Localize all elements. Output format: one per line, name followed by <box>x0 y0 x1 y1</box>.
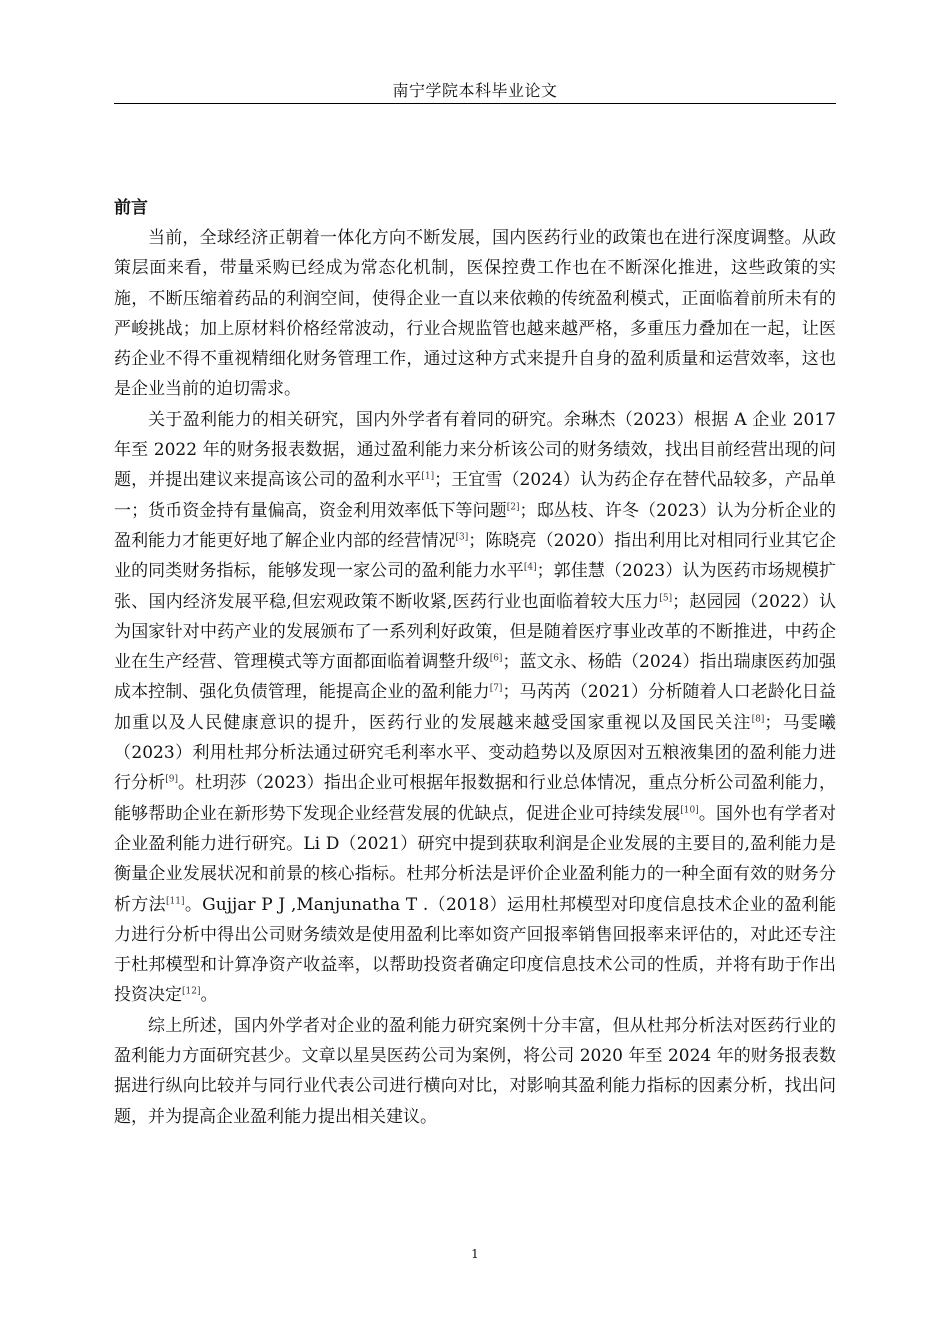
paragraph-text: ；陈晓亮（2020）指出利用比对相同行业其它企业的同类财务指标，能够发现一家公司的盈利能力水平 <box>114 530 836 582</box>
header-divider <box>114 103 836 104</box>
citation-marker: [12] <box>182 986 201 997</box>
paragraph-text: ；赵园园（2022）认为国家针对中药产业的发展颁布了一系列利好政策，但是随着医疗事业改革的不断推进，中药企业在生产经营、管理模式等方面都面临着调整升级 <box>114 591 836 673</box>
paragraph-text: ；马雯曦（2023）利用杜邦分析法通过研究毛利率水平、变动趋势以及原因对五粮液集团的盈利能力进行分析 <box>114 712 837 794</box>
citation-marker: [9] <box>165 774 178 785</box>
paragraph-text: 当前，全球经济正朝着一体化方向不断发展，国内医药行业的政策也在进行深度调整。从政策层面来看，带量采购已经成为常态化机制，医保控费工作也在不断深化推进，这些政策的实施，不断压缩着药品的利润空间，使得企业一直以来依赖的传统盈利模式，正面临着前所未有的严峻挑战；加上原材料价格经常波动，行业合规监管也越来越严格，多重压力叠加在一起，让医药企业不得不重视精细化财务管理工作，通过这种方式来提升自身的盈利质量和运营效率，这也是企业当前的迫切需求。 <box>114 228 836 400</box>
paragraph-text: ；王宜雪（2024）认为药企存在替代品较多，产品单一；货币资金持有量偏高，资金利用效率低下等问题 <box>114 470 837 521</box>
paragraph-text: 关于盈利能力的相关研究，国内外学者有着同的研究。余琳杰（2023）根据 A 企业 2017 年至 2022 年的财务报表数据，通过盈利能力来分析该公司的财务绩效，找出目前经营出现的问题，并提出建议来提高该公司的盈利水平 <box>114 409 836 491</box>
citation-marker: [5] <box>659 592 673 603</box>
paragraph-text: ；马芮芮（2021）分析随着人口老龄化日益加重以及人民健康意识的提升，医药行业的发展越来越受国家重视以及国民关注 <box>114 682 837 733</box>
paragraph-text: 。杜玥莎（2023）指出企业可根据年报数据和行业总体情况，重点分析公司盈利能力，能够帮助企业在新形势下发现企业经营发展的优缺点，促进企业可持续发展 <box>114 773 837 824</box>
paragraph-text: ；邸丛枝、许冬（2023）认为分析企业的盈利能力才能更好地了解企业内部的经营情况 <box>114 500 837 551</box>
citation-marker: [7] <box>489 683 503 694</box>
page-body <box>114 193 836 1132</box>
citation-marker: [10] <box>680 804 699 815</box>
citation-marker: [4] <box>523 562 537 573</box>
running-header-title: 南宁学院本科毕业论文 <box>392 81 558 100</box>
citation-marker: [11] <box>166 895 185 906</box>
paragraph-text: 。 <box>200 985 218 1006</box>
citation-marker: [3] <box>455 532 469 543</box>
page-number: 1 <box>471 1247 479 1261</box>
paragraph-text: 。国外也有学者对企业盈利能力进行研究。Li D（2021）研究中提到获取利润是企业发展的主要目的,盈利能力是衡量企业发展状况和前景的核心指标。杜邦分析法是评价企业盈利能力的一种全面有效的财务分析方法 <box>114 803 837 915</box>
paragraph-text: ；蓝文永、杨皓（2024）指出瑞康医药加强成本控制、强化负债管理，能提高企业的盈利能力 <box>114 652 837 703</box>
paragraph-text: 综上所述，国内外学者对企业的盈利能力研究案例十分丰富，但从杜邦分析法对医药行业的盈利能力方面研究甚少。文章以星昊医药公司为案例，将公司 2020 年至 2024 年的财务报表数据进行纵向比较并与同行业代表公司进行横向对比，对影响其盈利能力指标的因素分析，找出问题，并为提高企业盈利能力提出相关建议。 <box>114 1015 836 1127</box>
citation-marker: [1] <box>421 471 435 482</box>
paragraph-text: ；郭佳慧（2023）认为医药市场规模扩张、国内经济发展平稳,但宏观政策不断收紧,医药行业也面临着较大压力 <box>114 561 837 612</box>
body-paragraph <box>114 1011 836 1132</box>
body-paragraph <box>114 223 836 405</box>
paragraph-container <box>114 223 836 1132</box>
citation-marker: [8] <box>751 714 765 725</box>
paragraph-text: 。Gujjar P J ,Manjunatha T .（2018）运用杜邦模型对印度信息技术企业的盈利能力进行分析中得出公司财务绩效是使用盈利比率如资产回报率销售回报率来评估的，对此还专注于杜邦模型和计算净资产收益率，以帮助投资者确定印度信息技术公司的性质，并将有助于作出投资决定 <box>114 894 836 1006</box>
section-heading: 前言 <box>114 198 148 218</box>
citation-marker: [2] <box>506 502 520 513</box>
body-paragraph <box>114 405 836 1011</box>
citation-marker: [6] <box>489 653 503 664</box>
